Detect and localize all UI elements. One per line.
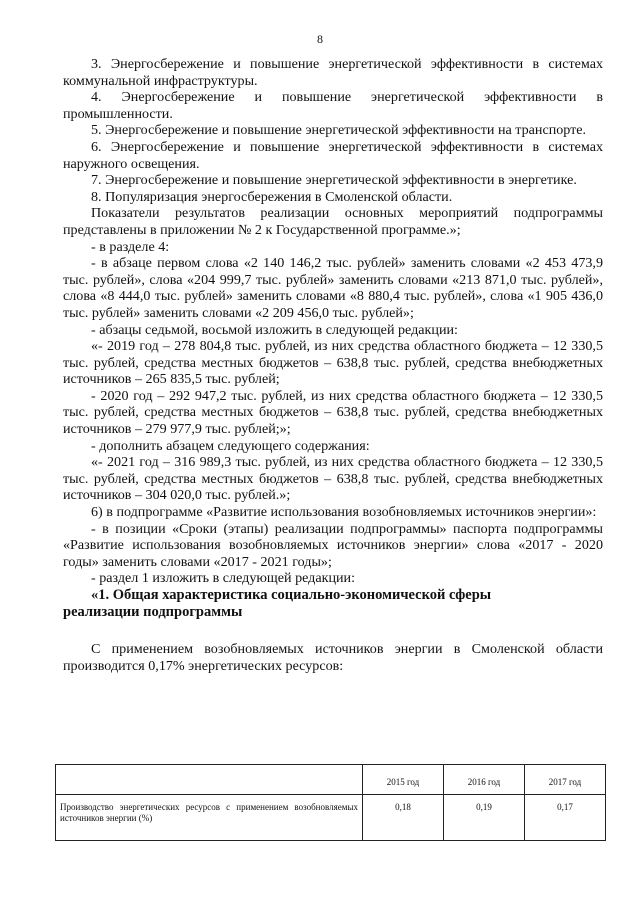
section-heading-line1: «1. Общая характеристика социально-экономической сферы (91, 587, 492, 603)
paragraph: - в позиции «Сроки (этапы) реализации подпрограммы» паспорта подпрограммы «Развитие использования возобновляемых источников энергии» слова «2017 - 2020 годы» заменить словами «2017 - 2021 годы»; (63, 520, 603, 570)
paragraph: - в разделе 4: (91, 238, 170, 255)
table-row-label: Производство энергетических ресурсов с применением возобновляемых источников энергии (%) (56, 795, 363, 841)
paragraph: - 2020 год – 292 947,2 тыс. рублей, из них средства областного бюджета – 12 330,5 тыс. рублей, средства местных бюджетов – 638,8 тыс. рублей, средства внебюджетных источников – 279 977,9 тыс. рублей;»; (63, 387, 603, 438)
paragraph: 5. Энергосбережение и повышение энергетической эффективности на транспорте. (91, 122, 587, 139)
section-heading (63, 587, 603, 621)
paragraph: Показатели результатов реализации основных мероприятий подпрограммы представлены в приложении № 2 к Государственной программе.»; (63, 205, 603, 238)
table-header-cell: 2016 год (444, 765, 525, 795)
intro-paragraph: С применением возобновляемых источников энергии в Смоленской области производится 0,17% энергетических ресурсов: (63, 641, 603, 674)
paragraph: - в абзаце первом слова «2 140 146,2 тыс. рублей» заменить словами «2 453 473,9 тыс. рублей», слова «204 999,7 тыс. рублей» заменить словами «213 871,0 тыс. рублей», слова «8 444,0 тыс. рублей» заменить словами «8 880,4 тыс. рублей», слова «1 905 436,0 тыс. рублей» заменить словами «2 209 456,0 тыс. рублей»; (63, 255, 603, 321)
table-row (56, 795, 606, 841)
table-header-cell: 2015 год (363, 765, 444, 795)
paragraph: «- 2021 год – 316 989,3 тыс. рублей, из них средства областного бюджета – 12 330,5 тыс. рублей, средства местных бюджетов – 638,8 тыс. рублей, средства внебюджетных источников – 304 020,0 тыс. рублей.»; (63, 454, 603, 504)
paragraph: - абзацы седьмой, восьмой изложить в следующей редакции: (91, 321, 458, 338)
paragraph: 6. Энергосбережение и повышение энергетической эффективности в системах наружного освещения. (63, 138, 603, 172)
paragraph: 8. Популяризация энергосбережения в Смоленской области. (91, 188, 453, 205)
paragraph: 7. Энергосбережение и повышение энергетической эффективности в энергетике. (91, 172, 577, 189)
paragraph: 4. Энергосбережение и повышение энергетической эффективности в промышленности. (63, 89, 603, 122)
table-header-row (56, 765, 606, 795)
table-cell: 0,17 (525, 795, 606, 841)
paragraph: - дополнить абзацем следующего содержания: (91, 437, 370, 454)
table-cell: 0,19 (444, 795, 525, 841)
document-body (63, 56, 603, 674)
paragraph: 6) в подпрограмме «Развитие использования возобновляемых источников энергии»: (91, 504, 597, 521)
section-heading-line2: реализации подпрограммы (63, 604, 243, 620)
page-number: 8 (317, 32, 323, 46)
paragraph: - раздел 1 изложить в следующей редакции: (91, 570, 356, 587)
table-header-cell: 2017 год (525, 765, 606, 795)
table-cell: 0,18 (363, 795, 444, 841)
table-header-cell (56, 765, 363, 795)
paragraph: 3. Энергосбережение и повышение энергетической эффективности в системах коммунальной инфраструктуры. (63, 56, 603, 89)
results-table (55, 764, 606, 841)
paragraph: «- 2019 год – 278 804,8 тыс. рублей, из них средства областного бюджета – 12 330,5 тыс. рублей, средства местных бюджетов – 638,8 тыс. рублей, средства внебюджетных источников – 265 835,5 тыс. рублей; (63, 338, 603, 388)
